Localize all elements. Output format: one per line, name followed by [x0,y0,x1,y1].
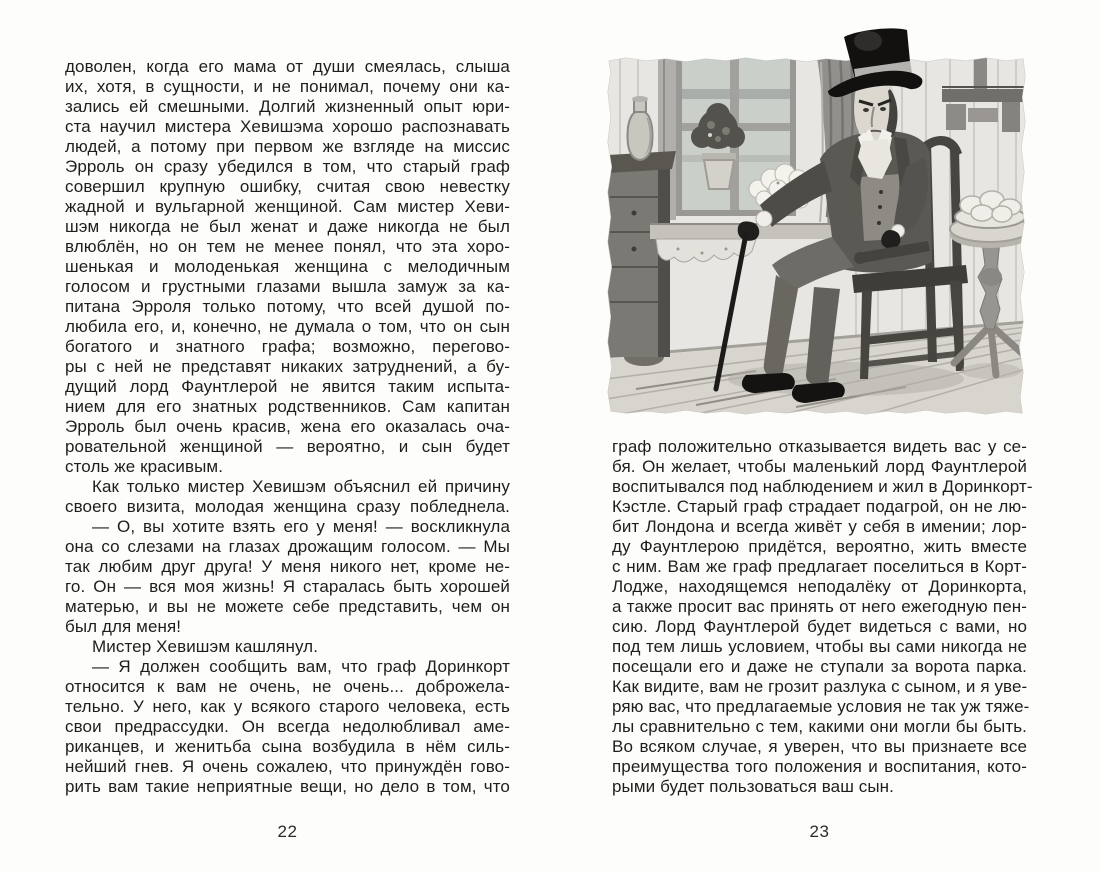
text-line: ду Фаунтлерою придётся, вероятно, жить вместе [612,537,1027,556]
text-line: совершил крупную ошибку, считая свою невестку [65,177,510,196]
text-line: лы сравнительно с тем, какими они могли бы быть. [612,717,1027,736]
text-line: Кэстле. Старый граф страдает подагрой, он не лю- [612,497,1027,516]
right-page-number: 23 [809,822,830,841]
text-line: ряю вас, что предлагаемые условия не так уж тяже- [612,697,1030,716]
text-line: был для меня! [65,617,182,636]
text-line: богатого и знатного графа; возможно, перегово- [65,337,510,356]
text-line: шэм никогда не был женат и даже никогда не был [65,217,510,236]
text-line: а также просит вас принять от него ежегодную пен- [612,597,1027,616]
text-line: под тем лишь условием, чтобы вы сами никогда не [612,637,1027,656]
face [854,85,898,141]
text-line: посещали его и даже не ступали за ворота парка. [612,657,1027,676]
text-line: столь же красивым. [65,457,224,476]
text-line: доволен, когда его мама от души смеялась, слыша [65,57,510,76]
text-line: жадной и вульгарной женщиной. Сам мистер Хеви- [65,197,510,216]
text-line: граф положительно отказывается видеть вас у се- [612,437,1027,456]
text-line: с ним. Вам же граф предлагает поселиться в Корт- [612,557,1027,576]
left-cuff [756,211,772,227]
text-line: Лодже, находящемся неподалёку от Доринкорта, [612,577,1027,596]
text-line: Эрроль был очень красив, жена его оказалась оча- [65,417,510,436]
text-line: так любим друг друга! У меня никого нет, кроме не- [65,557,510,576]
text-line: питана Эрроля только потому, что всей душой по- [65,297,510,316]
left-text-column [65,57,510,797]
illustration-svg [605,27,1027,416]
text-line: дущий лорд Фаунтлерой не явится таким испыта- [65,377,510,396]
text-line: относится к вам не очень, не очень... доброжела- [65,677,510,696]
text-line: преимущества того положения и воспитания, кото- [612,757,1027,776]
text-line: свои предрассудки. Он всегда недолюбливал аме- [65,717,510,736]
text-line: сию. Лорд Фаунтлерой будет видеться с вами, но [612,617,1027,636]
text-line: Эрроль он сразу убедился в том, что старый граф [65,157,510,176]
text-line: го. Он — вся моя жизнь! Я старалась быть хорошей [65,577,510,596]
text-line: тельно. У него, как у всякого старого человека, есть [65,697,510,716]
text-line: своего визита, молодая женщина сразу побледнела. [65,497,510,516]
illustration-man-in-top-hat [605,27,1027,416]
text-line: ровательной женщиной — вероятно, и сын будет [65,437,510,456]
right-text-column [612,437,1033,797]
text-line: их, хотя, в сущности, и не понимал, почему они ка- [65,77,510,96]
text-line: рить вам такие неприятные вещи, но дело в том, что [65,777,510,796]
text-line: воспитывался под наблюдением и жил в Доринкорт- [612,477,1033,496]
left-page-number: 22 [277,822,298,841]
text-line: голосом и грустными глазами вышла замуж за ка- [65,277,510,296]
text-line: нием для его знатных родственников. Сам капитан [65,397,510,416]
text-line: Как только мистер Хевишэм объяснил ей причину [92,477,510,496]
text-line: она со слезами на глазах дрожащим голосом. — Мы [65,537,510,556]
text-line: влюблён, но он тем не менее понял, что эта хоро- [65,237,510,256]
text-line: людей, а потому при первом же взгляде на миссис [65,137,510,156]
text-line: Во всяком случае, я уверен, что вы признаете все [612,737,1027,756]
text-line: Мистер Хевишэм кашлянул. [92,637,319,656]
text-line: Как видите, вам не грозит разлука с сыном, и я уве- [612,677,1028,696]
text-line: любила его, и, конечно, не думала о том, что он сын [65,317,510,336]
text-line: ста научил мистера Хевишэма хорошо распознавать [65,117,510,136]
text-line: нейший гнев. Я очень сожалею, что принуждён гово- [65,757,510,776]
text-line: — О, вы хотите взять его у меня! — воскликнула [92,517,510,536]
text-line: — Я должен сообщить вам, что граф Доринкорт [92,657,510,676]
text-line: ры с ней не представят никаких затруднений, а бу- [65,357,510,376]
text-line: бя. Он желает, чтобы маленький лорд Фаунтлерой [612,457,1027,476]
text-line: шенькая и молоденькая женщина с мелодичным [65,257,510,276]
text-line: зались ей смешными. Долгий жизненный опыт юри- [65,97,510,116]
text-line: бит Лондона и всегда живёт у себя в имении; лор- [612,517,1027,536]
text-line: риканцев, и женитьба сына возбудила в нём силь- [65,737,510,756]
text-line: матерью, и вы не можете себе представить, чем он [65,597,510,616]
text-line: рыми будет пользоваться ваш сын. [612,777,894,796]
